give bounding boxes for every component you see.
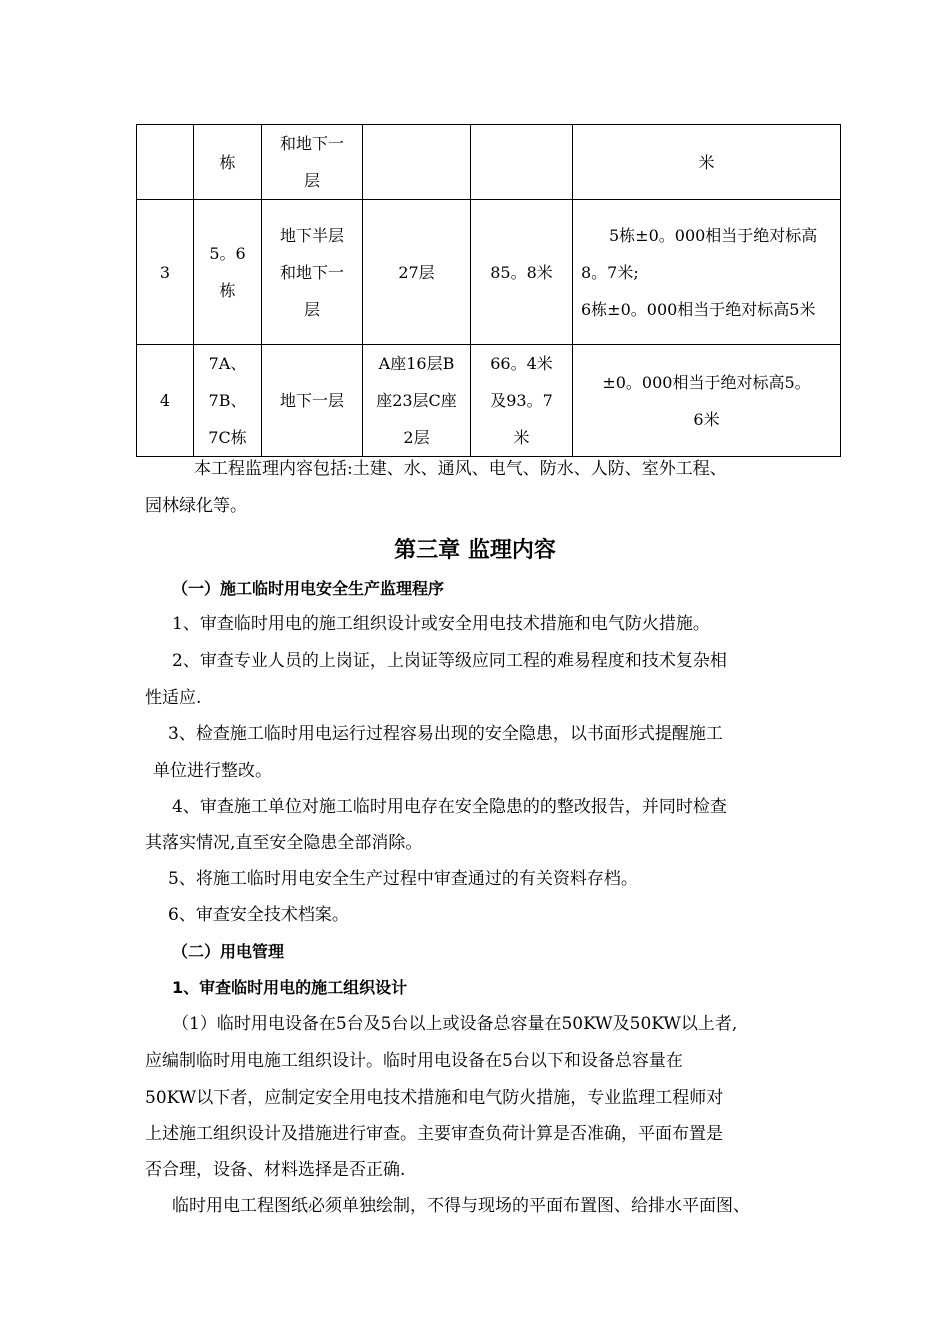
table-cell-no: 4 xyxy=(137,345,194,457)
list-item-continued: 性适应. xyxy=(145,688,202,708)
intro-line: 园林绿化等。 xyxy=(145,496,247,516)
section-title: （二）用电管理 xyxy=(172,942,285,961)
table-cell-basement: 和地下一层 xyxy=(262,125,363,200)
paragraph-line: 50KW以下者，应制定安全用电技术措施和电气防火措施，专业监理工程师对 xyxy=(145,1088,724,1108)
paragraph-line: 上述施工组织设计及措施进行审查。主要审查负荷计算是否准确，平面布置是 xyxy=(145,1124,723,1144)
table-cell-basement: 地下半层和地下一层 xyxy=(262,200,363,345)
list-item-continued: 其落实情况,直至安全隐患全部消除。 xyxy=(145,833,423,853)
table-cell-floors xyxy=(363,125,471,200)
table-cell-note: 米 xyxy=(573,125,841,200)
paragraph-line: 应编制临时用电施工组织设计。临时用电设备在5台以下和设备总容量在 xyxy=(145,1051,683,1071)
table-row xyxy=(137,125,841,200)
note-line: 6栋±0。000相当于绝对标高5米 xyxy=(581,299,816,319)
list-item-continued: 单位进行整改。 xyxy=(153,761,272,781)
table-cell-building: 7A、7B、7C栋 xyxy=(194,345,262,457)
table-cell-basement: 地下一层 xyxy=(262,345,363,457)
table-cell-height: 85。8米 xyxy=(471,200,573,345)
section-title: （一）施工临时用电安全生产监理程序 xyxy=(172,579,445,598)
paragraph-line: 否合理，设备、材料选择是否正确. xyxy=(145,1160,406,1180)
list-item: 3、检查施工临时用电运行过程容易出现的安全隐患，以书面形式提醒施工 xyxy=(168,724,723,744)
paragraph-line: （1）临时用电设备在5台及5台以上或设备总容量在50KW及50KW以上者, xyxy=(172,1014,738,1034)
note-line: 5栋±0。000相当于绝对标高8。7米; xyxy=(581,225,818,282)
table-row xyxy=(137,345,841,457)
table-cell-height: 66。4米及93。7米 xyxy=(471,345,573,457)
table-cell-building: 栋 xyxy=(194,125,262,200)
table-cell-note: ±0。000相当于绝对标高5。6米 xyxy=(573,345,841,457)
table-cell-height xyxy=(471,125,573,200)
list-item: 1、审查临时用电的施工组织设计或安全用电技术措施和电气防火措施。 xyxy=(172,614,710,634)
subsection-title: 1、审查临时用电的施工组织设计 xyxy=(172,978,408,997)
table-cell-no xyxy=(137,125,194,200)
table-cell-note xyxy=(573,200,841,345)
list-item: 6、审查安全技术档案。 xyxy=(168,905,349,925)
table-cell-no: 3 xyxy=(137,200,194,345)
list-item: 4、审查施工单位对施工临时用电存在安全隐患的的整改报告，并同时检查 xyxy=(172,797,727,817)
paragraph-line: 临时用电工程图纸必须单独绘制，不得与现场的平面布置图、给排水平面图、 xyxy=(172,1196,750,1216)
table-cell-floors: A座16层B座23层C座2层 xyxy=(363,345,471,457)
chapter-title: 第三章 监理内容 xyxy=(394,538,556,563)
table-cell-building: 5。6栋 xyxy=(194,200,262,345)
table-row xyxy=(137,200,841,345)
list-item: 5、将施工临时用电安全生产过程中审查通过的有关资料存档。 xyxy=(168,869,638,889)
list-item: 2、审查专业人员的上岗证，上岗证等级应同工程的难易程度和技术复杂相 xyxy=(172,651,727,671)
building-info-table xyxy=(136,124,841,457)
table-cell-floors: 27层 xyxy=(363,200,471,345)
intro-line: 本工程监理内容包括:土建、水、通风、电气、防水、人防、室外工程、 xyxy=(194,459,727,479)
